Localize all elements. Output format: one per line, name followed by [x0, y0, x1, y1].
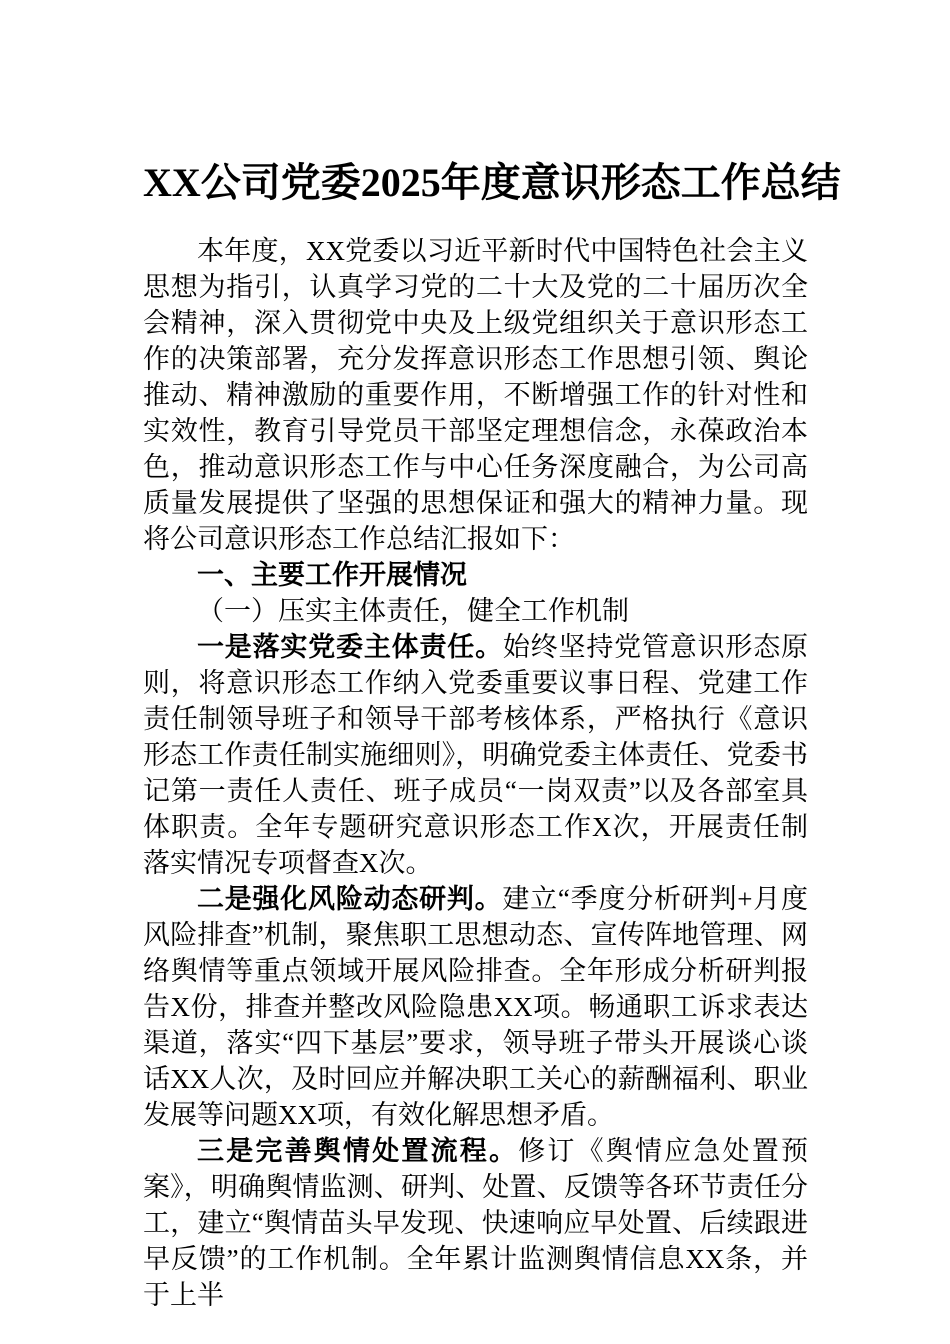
item-3-body-text: 修订《舆情应急处置预案》，明确舆情监测、研判、处置、反馈等各环节责任分工，建立“舆情苗头早发现、快速响应早处置、后续跟进早反馈”的工作机制。全年累计监测舆情信息XX条，并于上半 — [143, 1136, 809, 1310]
intro-paragraph: 本年度，XX党委以习近平新时代中国特色社会主义思想为指引，认真学习党的二十大及党的二十届历次全会精神，深入贯彻党中央及上级党组织关于意识形态工作的决策部署，充分发挥意识形态工作思想引领、舆论推动、精神激励的重要作用，不断增强工作的针对性和实效性，教育引导党员干部坚定理想信念，永葆政治本色，推动意识形态工作与中心任务深度融合，为公司高质量发展提供了坚强的思想保证和强大的精神力量。现将公司意识形态工作总结汇报如下： — [143, 236, 808, 554]
item-3-lead-text: 三是完善舆情处置流程。 — [197, 1136, 519, 1166]
section-heading: 一、主要工作开展情况 — [197, 560, 467, 590]
item-1-body-text: 始终坚持党管意识形态原则，将意识形态工作纳入党委重要议事日程、党建工作责任制领导班子和领导干部考核体系，严格执行《意识形态工作责任制实施细则》，明确党委主体责任、党委书记第一责任人责任、班子成员“一岗双责”以及各部室具体职责。全年专题研究意识形态工作X次，开展责任制落实情况专项督查X次。 — [143, 632, 809, 878]
item-paragraph-2 — [143, 881, 808, 1133]
item-2-lead-text: 二是强化风险动态研判。 — [197, 884, 503, 914]
item-1-lead-text: 一是落实党委主体责任。 — [197, 632, 503, 662]
item-2-body-text: 建立“季度分析研判+月度风险排查”机制，聚焦职工思想动态、宣传阵地管理、网络舆情等重点领域开展风险排查。全年形成分析研判报告X份，排查并整改风险隐患XX项。畅通职工诉求表达渠道，落实“四下基层”要求，领导班子带头开展谈心谈话XX人次，及时回应并解决职工关心的薪酬福利、职业发展等问题XX项，有效化解思想矛盾。 — [143, 884, 808, 1130]
subsection-heading: （一）压实主体责任，健全工作机制 — [197, 596, 629, 626]
item-paragraph-3 — [143, 1133, 808, 1313]
item-paragraph-1 — [143, 629, 808, 881]
document-title: XX公司党委2025年度意识形态工作总结 — [143, 160, 841, 205]
